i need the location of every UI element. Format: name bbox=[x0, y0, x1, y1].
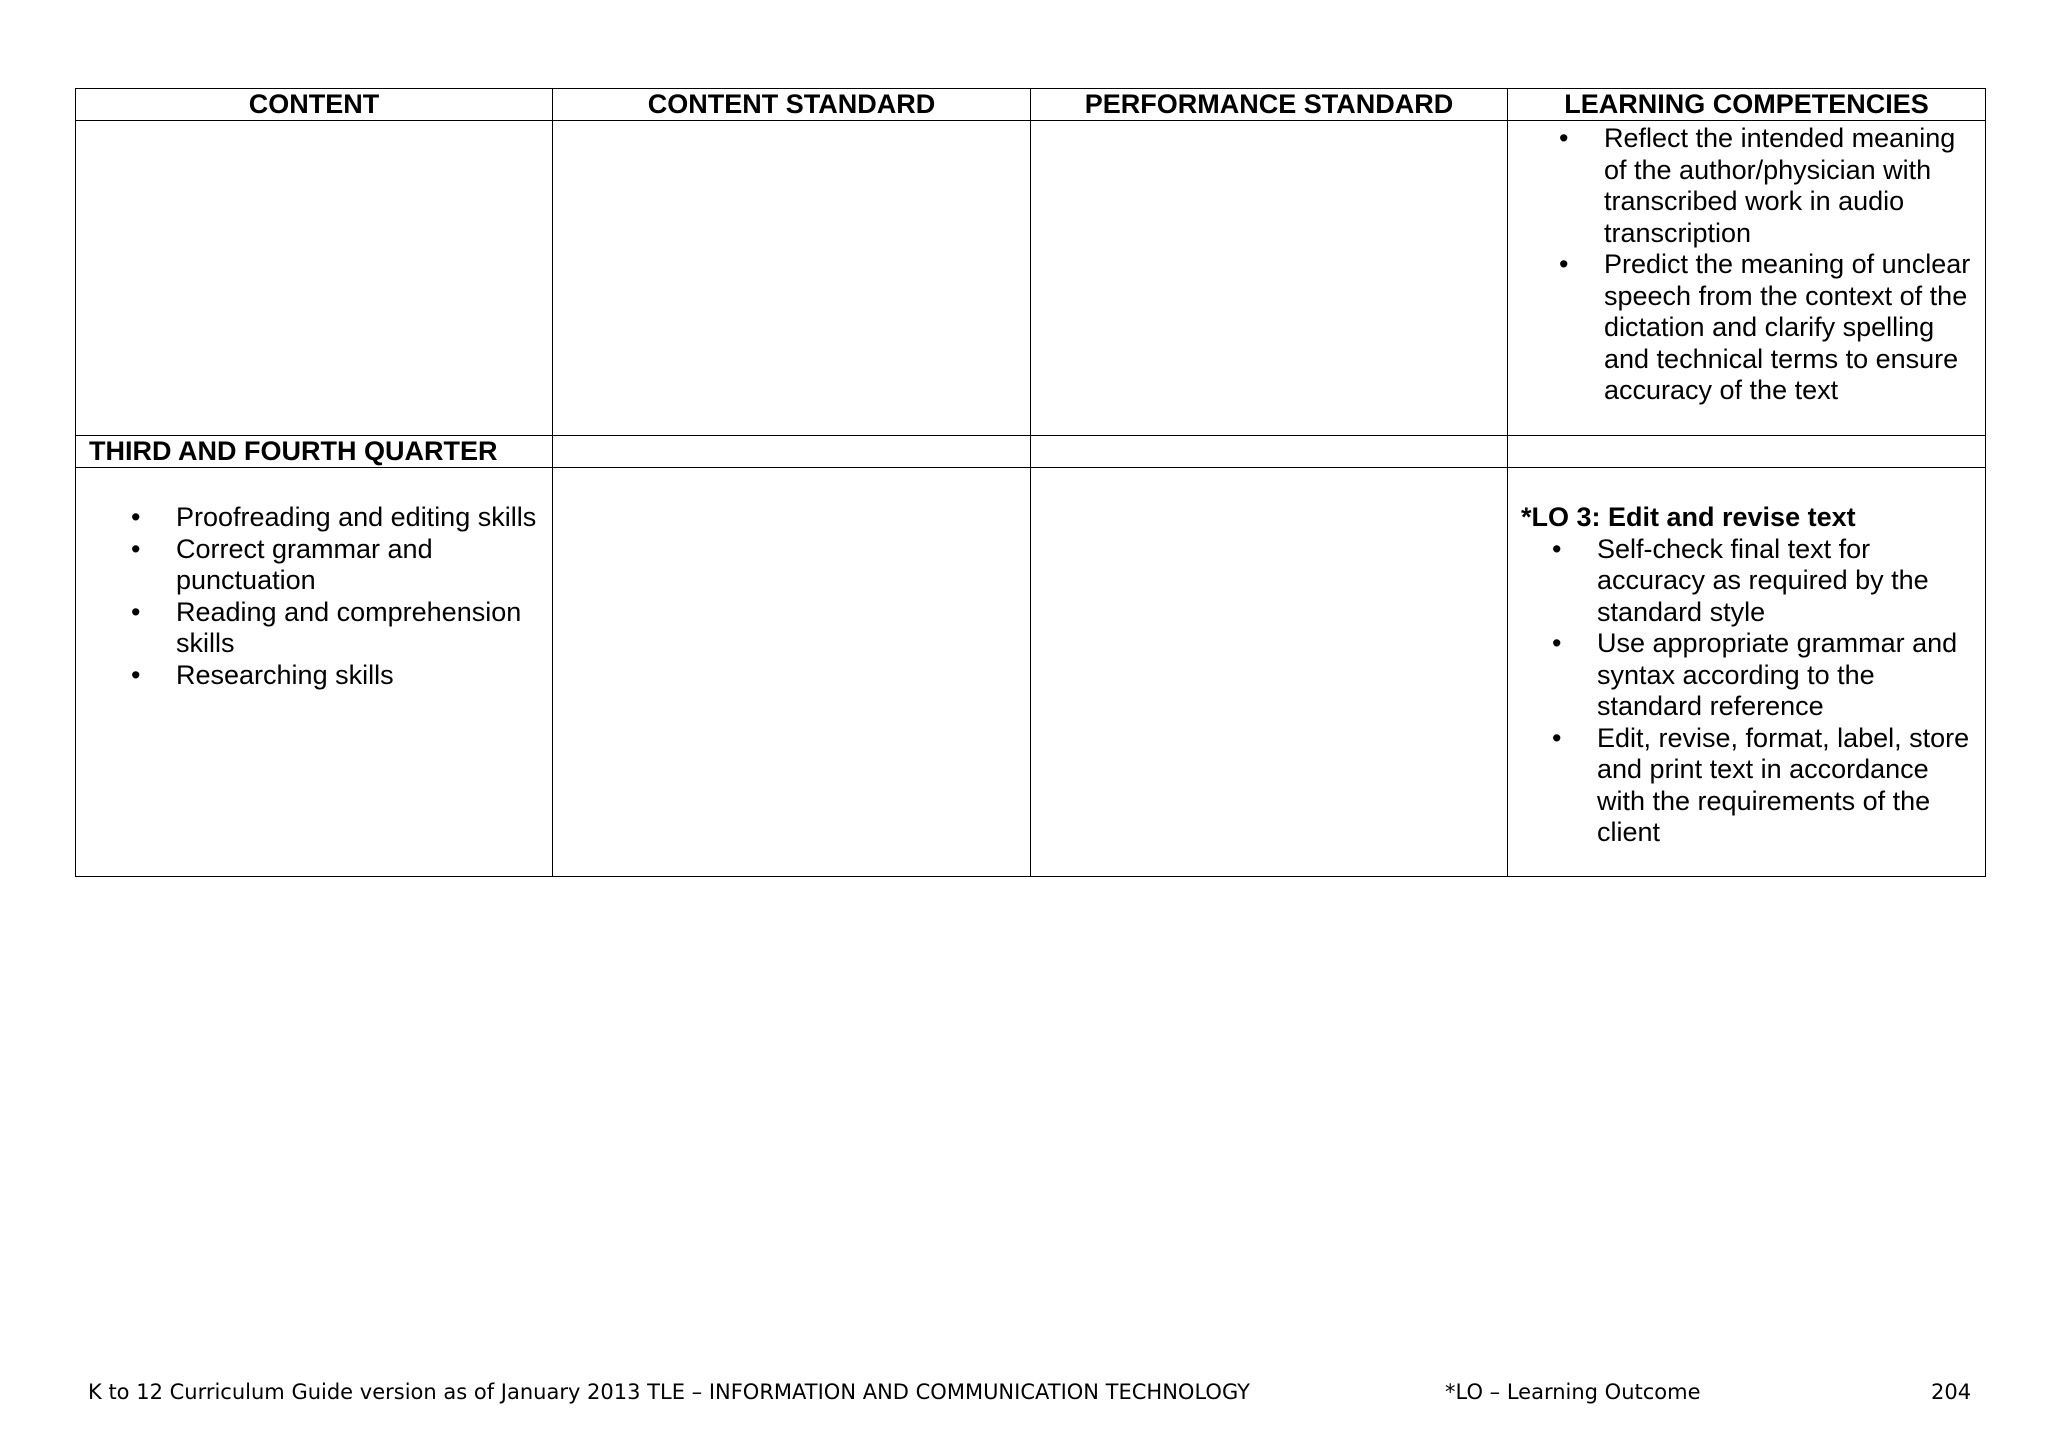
header-learning-competencies: LEARNING COMPETENCIES bbox=[1508, 89, 1986, 121]
list-item: • Use appropriate grammar and syntax according to the standard reference bbox=[1597, 628, 1973, 723]
table-header-row bbox=[76, 89, 1986, 121]
list-item: • Edit, revise, format, label, store and print text in accordance with the requirements of the client bbox=[1597, 723, 1973, 849]
table-row-quarter bbox=[76, 436, 1986, 468]
header-content-standard: CONTENT STANDARD bbox=[553, 89, 1031, 121]
list-item: • Predict the meaning of unclear speech from the context of the dictation and clarify spelling and technical terms to ensure accuracy of the text bbox=[1604, 249, 1973, 407]
header-content: CONTENT bbox=[76, 89, 553, 121]
quarter-label: THIRD AND FOURTH QUARTER bbox=[89, 436, 498, 466]
header-performance-standard: PERFORMANCE STANDARD bbox=[1031, 89, 1508, 121]
list-item: • Reading and comprehension skills bbox=[176, 597, 552, 660]
cell-learning-competencies bbox=[1508, 121, 1986, 436]
cell-empty bbox=[553, 436, 1031, 468]
list-item: • Researching skills bbox=[176, 660, 552, 692]
cell-content-standard-empty bbox=[553, 468, 1031, 877]
cell-content-empty bbox=[76, 121, 553, 436]
cell-content bbox=[76, 468, 553, 877]
list-item: • Self-check final text for accuracy as required by the standard style bbox=[1597, 534, 1973, 629]
cell-empty bbox=[1508, 436, 1986, 468]
content-list bbox=[176, 502, 552, 691]
curriculum-table bbox=[75, 88, 1986, 877]
quarter-label-cell bbox=[76, 436, 553, 468]
competency-list bbox=[1521, 534, 1973, 849]
list-item: • Proofreading and editing skills bbox=[176, 502, 552, 534]
cell-content-standard-empty bbox=[553, 121, 1031, 436]
cell-empty bbox=[1031, 436, 1508, 468]
table-row bbox=[76, 121, 1986, 436]
cell-learning-competencies bbox=[1508, 468, 1986, 877]
lo-heading: *LO 3: Edit and revise text bbox=[1521, 502, 1856, 532]
list-item: • Correct grammar and punctuation bbox=[176, 534, 552, 597]
table-row bbox=[76, 468, 1986, 877]
footer-guide-title: K to 12 Curriculum Guide version as of January 2013 TLE – INFORMATION AND COMMUNICATION TECHNOLOGY bbox=[88, 1380, 1250, 1404]
cell-performance-standard-empty bbox=[1031, 121, 1508, 436]
footer-lo-note: *LO – Learning Outcome bbox=[1445, 1380, 1701, 1404]
footer-page-number: 204 bbox=[1931, 1380, 1972, 1404]
competency-list bbox=[1604, 123, 1973, 407]
list-item: • Reflect the intended meaning of the author/physician with transcribed work in audio transcription bbox=[1604, 123, 1973, 249]
cell-performance-standard-empty bbox=[1031, 468, 1508, 877]
